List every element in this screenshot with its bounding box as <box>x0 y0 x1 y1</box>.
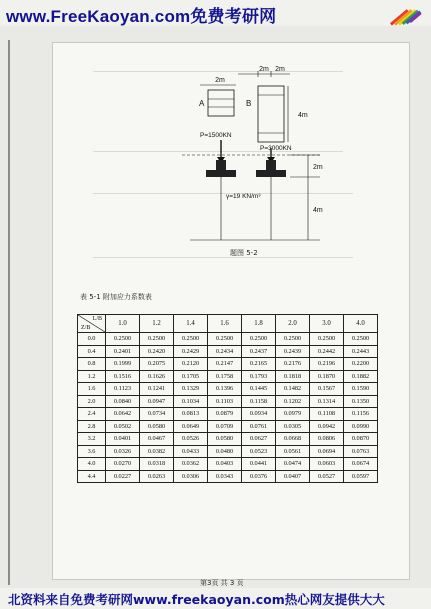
coefficient-cell: 0.2500 <box>140 333 174 346</box>
brand-logo-icon <box>382 2 422 26</box>
footing-b <box>256 170 286 177</box>
coefficient-cell: 0.0763 <box>344 445 378 458</box>
table-row <box>78 370 378 383</box>
coefficient-cell: 0.0990 <box>344 420 378 433</box>
coefficient-cell: 0.2500 <box>310 333 344 346</box>
corner-lb-label: L/B <box>92 316 102 322</box>
row-header-zb: 0.8 <box>78 358 106 371</box>
coefficient-cell: 0.0527 <box>310 470 344 483</box>
table-row <box>78 470 378 483</box>
coefficient-cell: 0.1870 <box>310 370 344 383</box>
coefficient-cell: 0.1705 <box>174 370 208 383</box>
bleed-through-line <box>93 257 353 258</box>
coefficient-cell: 0.2165 <box>242 358 276 371</box>
dim-a-width-label: 2m <box>215 77 225 84</box>
coefficient-cell: 0.0603 <box>310 458 344 471</box>
row-header-zb: 0.0 <box>78 333 106 346</box>
coefficient-cell: 0.0403 <box>208 458 242 471</box>
coefficient-cell: 0.0879 <box>208 408 242 421</box>
area-b-plan <box>258 86 284 142</box>
area-b-label: B <box>246 99 252 108</box>
coefficient-cell: 0.0305 <box>276 420 310 433</box>
coefficient-cell: 0.0433 <box>174 445 208 458</box>
column-header: 1.2 <box>140 315 174 333</box>
coefficient-cell: 0.1482 <box>276 383 310 396</box>
coefficient-cell: 0.1241 <box>140 383 174 396</box>
table-header-row <box>78 315 378 333</box>
row-header-zb: 3.6 <box>78 445 106 458</box>
coefficient-cell: 0.0306 <box>174 470 208 483</box>
corner-zb-label: Z/B <box>81 325 91 331</box>
column-header: 4.0 <box>344 315 378 333</box>
coefficient-cell: 0.2429 <box>174 345 208 358</box>
coefficient-cell: 0.0502 <box>106 420 140 433</box>
coefficient-cell: 0.1329 <box>174 383 208 396</box>
coefficient-cell: 0.0870 <box>344 433 378 446</box>
dim-b-width-label: 2m <box>275 66 285 73</box>
coefficient-cell: 0.0942 <box>310 420 344 433</box>
table-body <box>78 333 378 483</box>
coefficient-cell: 0.0597 <box>344 470 378 483</box>
row-header-zb: 1.2 <box>78 370 106 383</box>
row-header-zb: 2.4 <box>78 408 106 421</box>
stress-coefficient-table <box>77 314 378 483</box>
table-row <box>78 395 378 408</box>
area-a-plan <box>208 90 234 116</box>
coefficient-cell: 0.1314 <box>310 395 344 408</box>
coefficient-cell: 0.0674 <box>344 458 378 471</box>
coefficient-cell: 0.1793 <box>242 370 276 383</box>
coefficient-cell: 0.0806 <box>310 433 344 446</box>
coefficient-cell: 0.2500 <box>344 333 378 346</box>
coefficient-cell: 0.1350 <box>344 395 378 408</box>
coefficient-cell: 0.0343 <box>208 470 242 483</box>
dim-gap-label: 2m <box>259 66 269 73</box>
column-header: 3.0 <box>310 315 344 333</box>
column-header: 1.4 <box>174 315 208 333</box>
coefficient-cell: 0.2443 <box>344 345 378 358</box>
coefficient-cell: 0.0326 <box>106 445 140 458</box>
load-a-label: P=1500KN <box>200 132 232 139</box>
coefficient-cell: 0.1999 <box>106 358 140 371</box>
coefficient-cell: 0.0480 <box>208 445 242 458</box>
coefficient-cell: 0.0947 <box>140 395 174 408</box>
foundation-diagram <box>170 62 340 244</box>
area-a-label: A <box>199 99 205 108</box>
coefficient-cell: 0.0407 <box>276 470 310 483</box>
coefficient-cell: 0.2500 <box>106 333 140 346</box>
coefficient-cell: 0.1758 <box>208 370 242 383</box>
footer-source-text[interactable]: 北资料来自免费考研网www.freekaoyan.com热心网友提供大大 <box>8 592 385 607</box>
coefficient-cell: 0.1108 <box>310 408 344 421</box>
coefficient-cell: 0.0561 <box>276 445 310 458</box>
column-header: 2.0 <box>276 315 310 333</box>
coefficient-cell: 0.2434 <box>208 345 242 358</box>
coefficient-cell: 0.2500 <box>276 333 310 346</box>
coefficient-cell: 0.0263 <box>140 470 174 483</box>
column-header: 1.6 <box>208 315 242 333</box>
unit-weight-label: γ=19 KN/m³ <box>226 193 261 200</box>
row-header-zb: 2.8 <box>78 420 106 433</box>
table-row <box>78 433 378 446</box>
coefficient-cell: 0.2500 <box>242 333 276 346</box>
coefficient-cell: 0.1818 <box>276 370 310 383</box>
coefficient-cell: 0.1567 <box>310 383 344 396</box>
coefficient-cell: 0.1034 <box>174 395 208 408</box>
figure-caption: 题图 5-2 <box>230 249 258 257</box>
coefficient-cell: 0.0376 <box>242 470 276 483</box>
coefficient-cell: 0.0474 <box>276 458 310 471</box>
coefficient-cell: 0.1396 <box>208 383 242 396</box>
load-b-label: P=3000KN <box>260 145 292 152</box>
coefficient-cell: 0.1882 <box>344 370 378 383</box>
coefficient-cell: 0.2176 <box>276 358 310 371</box>
coefficient-cell: 0.0734 <box>140 408 174 421</box>
row-header-zb: 4.0 <box>78 458 106 471</box>
table-row <box>78 383 378 396</box>
coefficient-cell: 0.0526 <box>174 433 208 446</box>
coefficient-cell: 0.1202 <box>276 395 310 408</box>
coefficient-cell: 0.0694 <box>310 445 344 458</box>
coefficient-cell: 0.0467 <box>140 433 174 446</box>
coefficient-cell: 0.0362 <box>174 458 208 471</box>
dim-b-height-label: 4m <box>298 112 308 119</box>
coefficient-cell: 0.1516 <box>106 370 140 383</box>
table-row <box>78 420 378 433</box>
table-corner-cell <box>78 315 106 333</box>
coefficient-cell: 0.2196 <box>310 358 344 371</box>
coefficient-cell: 0.0382 <box>140 445 174 458</box>
coefficient-cell: 0.0840 <box>106 395 140 408</box>
table-title: 表 5-1 附加应力系数表 <box>80 293 152 301</box>
coefficient-cell: 0.2147 <box>208 358 242 371</box>
table-row <box>78 333 378 346</box>
coefficient-cell: 0.0580 <box>208 433 242 446</box>
coefficient-cell: 0.2120 <box>174 358 208 371</box>
coefficient-cell: 0.2442 <box>310 345 344 358</box>
coefficient-cell: 0.1445 <box>242 383 276 396</box>
site-footer <box>0 588 431 609</box>
coefficient-cell: 0.0813 <box>174 408 208 421</box>
coefficient-cell: 0.2437 <box>242 345 276 358</box>
coefficient-cell: 0.2401 <box>106 345 140 358</box>
coefficient-cell: 0.2200 <box>344 358 378 371</box>
coefficient-cell: 0.1590 <box>344 383 378 396</box>
row-header-zb: 3.2 <box>78 433 106 446</box>
coefficient-cell: 0.1626 <box>140 370 174 383</box>
coefficient-cell: 0.0627 <box>242 433 276 446</box>
table-row <box>78 458 378 471</box>
coefficient-cell: 0.1103 <box>208 395 242 408</box>
coefficient-cell: 0.2500 <box>174 333 208 346</box>
table-row <box>78 408 378 421</box>
site-title-link[interactable]: www.FreeKaoyan.com免费考研网 <box>6 7 277 26</box>
row-header-zb: 2.0 <box>78 395 106 408</box>
coefficient-cell: 0.0401 <box>106 433 140 446</box>
coefficient-cell: 0.0649 <box>174 420 208 433</box>
table-row <box>78 358 378 371</box>
row-header-zb: 4.4 <box>78 470 106 483</box>
table-row <box>78 345 378 358</box>
coefficient-cell: 0.0227 <box>106 470 140 483</box>
footing-a <box>206 170 236 177</box>
coefficient-cell: 0.2420 <box>140 345 174 358</box>
table-row <box>78 445 378 458</box>
scan-edge-line <box>8 40 10 585</box>
coefficient-cell: 0.0318 <box>140 458 174 471</box>
coefficient-cell: 0.0580 <box>140 420 174 433</box>
dim-depth-1-label: 2m <box>313 164 323 171</box>
coefficient-cell: 0.0934 <box>242 408 276 421</box>
coefficient-cell: 0.1123 <box>106 383 140 396</box>
column-header: 1.8 <box>242 315 276 333</box>
column-header: 1.0 <box>106 315 140 333</box>
coefficient-cell: 0.0709 <box>208 420 242 433</box>
page-number: 第3页 共 3 页 <box>200 579 244 587</box>
row-header-zb: 0.4 <box>78 345 106 358</box>
coefficient-cell: 0.1156 <box>344 408 378 421</box>
site-header <box>0 0 431 26</box>
coefficient-cell: 0.0270 <box>106 458 140 471</box>
coefficient-cell: 0.0523 <box>242 445 276 458</box>
coefficient-cell: 0.2075 <box>140 358 174 371</box>
coefficient-cell: 0.2500 <box>208 333 242 346</box>
coefficient-cell: 0.0668 <box>276 433 310 446</box>
row-header-zb: 1.6 <box>78 383 106 396</box>
coefficient-cell: 0.0642 <box>106 408 140 421</box>
coefficient-cell: 0.2439 <box>276 345 310 358</box>
dim-depth-2-label: 4m <box>313 207 323 214</box>
coefficient-cell: 0.0761 <box>242 420 276 433</box>
coefficient-cell: 0.0979 <box>276 408 310 421</box>
coefficient-cell: 0.1158 <box>242 395 276 408</box>
coefficient-cell: 0.0441 <box>242 458 276 471</box>
